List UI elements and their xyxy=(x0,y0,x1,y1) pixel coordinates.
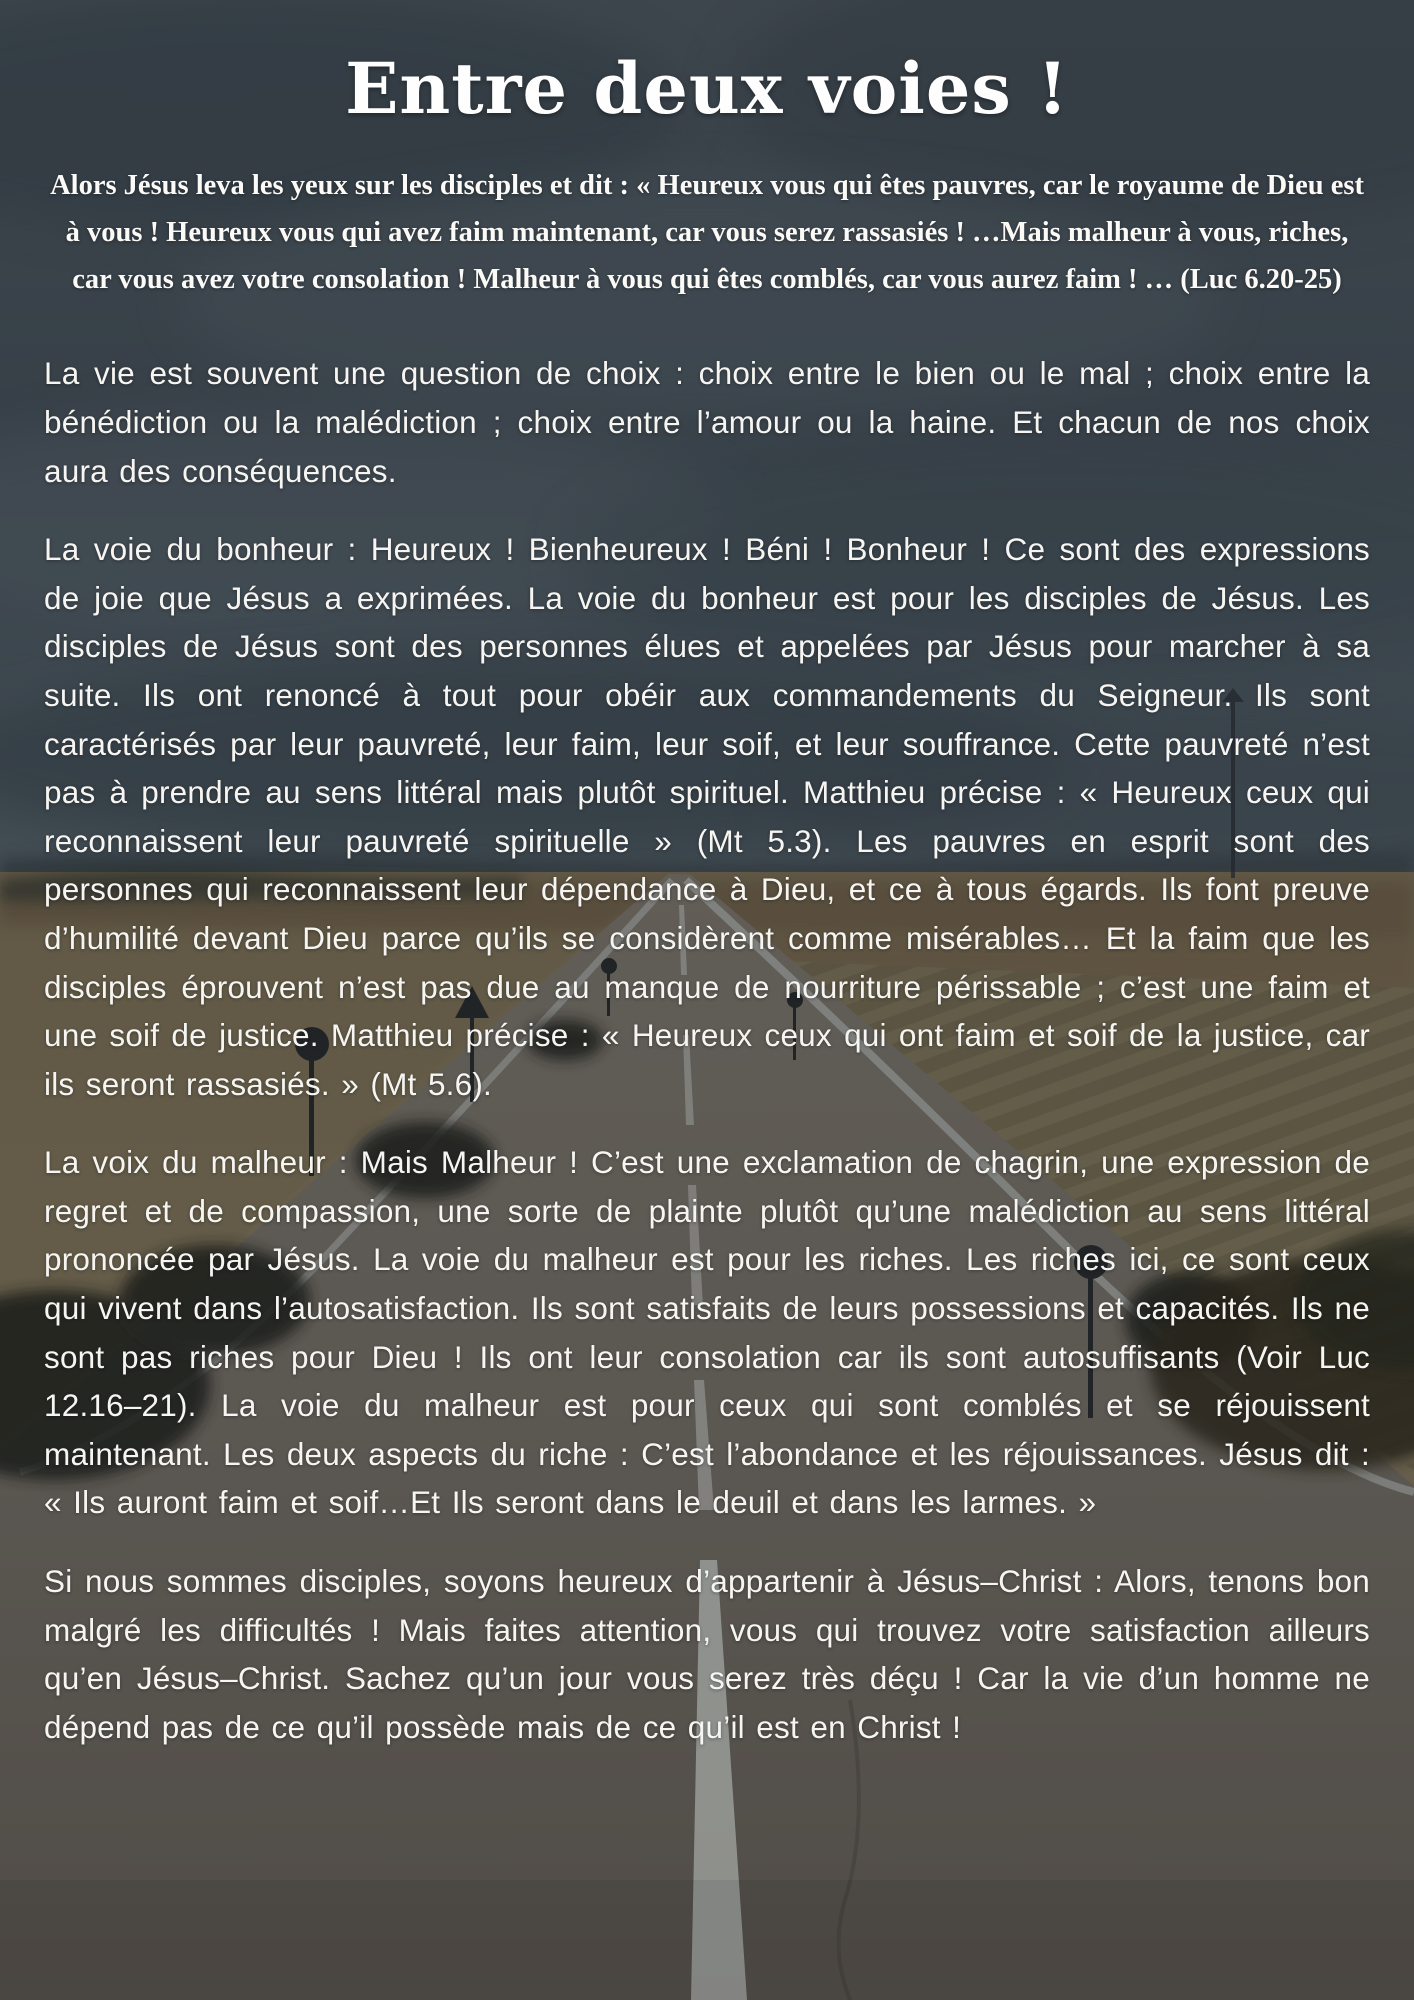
body-text xyxy=(44,349,1370,1751)
paragraph: La vie est souvent une question de choix : choix entre le bien ou le mal ; choix entre la bénédiction ou la malédiction ; choix entre l’amour ou la haine. Et chacun de nos choix aura des conséquences. xyxy=(44,355,1370,489)
paragraph: La voix du malheur : Mais Malheur ! C’est une exclamation de chagrin, une expression de regret et de compassion, une sorte de plainte plutôt qu’une malédiction au sens littéral prononcée par Jésus. La voie du malheur est pour les riches. Les riches ici, ce sont ceux qui vivent dans l’autosatisfaction. Ils sont satisfaits de leurs possessions et capacités. Ils ne sont pas riches pour Dieu ! Ils ont leur consolation car ils sont autosuffisants (Voir Luc 12.16–21). La voie du malheur est pour ceux qui sont comblés et se réjouissent maintenant. Les deux aspects du riche : C’est l’abondance et les réjouissances. Jésus dit : « Ils auront faim et soif…Et Ils seront dans le deuil et dans les larmes. » xyxy=(44,1144,1370,1521)
paragraph: La voie du bonheur : Heureux ! Bienheureux ! Béni ! Bonheur ! Ce sont des expressions de joie que Jésus a exprimées. La voie du bonheur est pour les disciples de Jésus. Les disciples de Jésus sont des personnes élues et appelées par Jésus pour marcher à sa suite. Ils ont renoncé à tout pour obéir aux commandements du Seigneur. Ils sont caractérisés par leur pauvreté, leur faim, leur soif, et leur souffrance. Cette pauvreté n’est pas à prendre au sens littéral mais plutôt spirituel. Matthieu précise : « Heureux ceux qui reconnaissent leur pauvreté spirituelle » (Mt 5.3). Les pauvres en esprit sont des personnes qui reconnaissent leur dépendance à Dieu, et ce à tous égards. Ils font preuve d’humilité devant Dieu parce qu’ils se considèrent comme misérables… Et la faim que les disciples éprouvent n’est pas due au manque de nourriture périssable ; c’est une faim et une soif de justice. Matthieu précise : « Heureux ceux qui ont faim et soif de la justice, car ils seront rassasiés. » (Mt 5.6). xyxy=(44,531,1370,1102)
scripture-quote: Alors Jésus leva les yeux sur les disciples et dit : « Heureux vous qui êtes pauvres, car le royaume de Dieu est à vous ! Heureux vous qui avez faim maintenant, car vous serez rassasiés ! …Mais malheur à vous, riches, car vous avez votre consolation ! Malheur à vous qui êtes comblés, car vous aurez faim ! … (Luc 6.20-25) xyxy=(50,170,1364,296)
page-title: Entre deux voies ! xyxy=(345,47,1069,130)
paragraph: Si nous sommes disciples, soyons heureux d’appartenir à Jésus–Christ : Alors, tenons bon malgré les difficultés ! Mais faites attention, vous qui trouvez votre satisfaction ailleurs qu’en Jésus–Christ. Sachez qu’un jour vous serez très déçu ! Car la vie d’un homme ne dépend pas de ce qu’il possède mais de ce qu’il est en Christ ! xyxy=(44,1563,1370,1745)
